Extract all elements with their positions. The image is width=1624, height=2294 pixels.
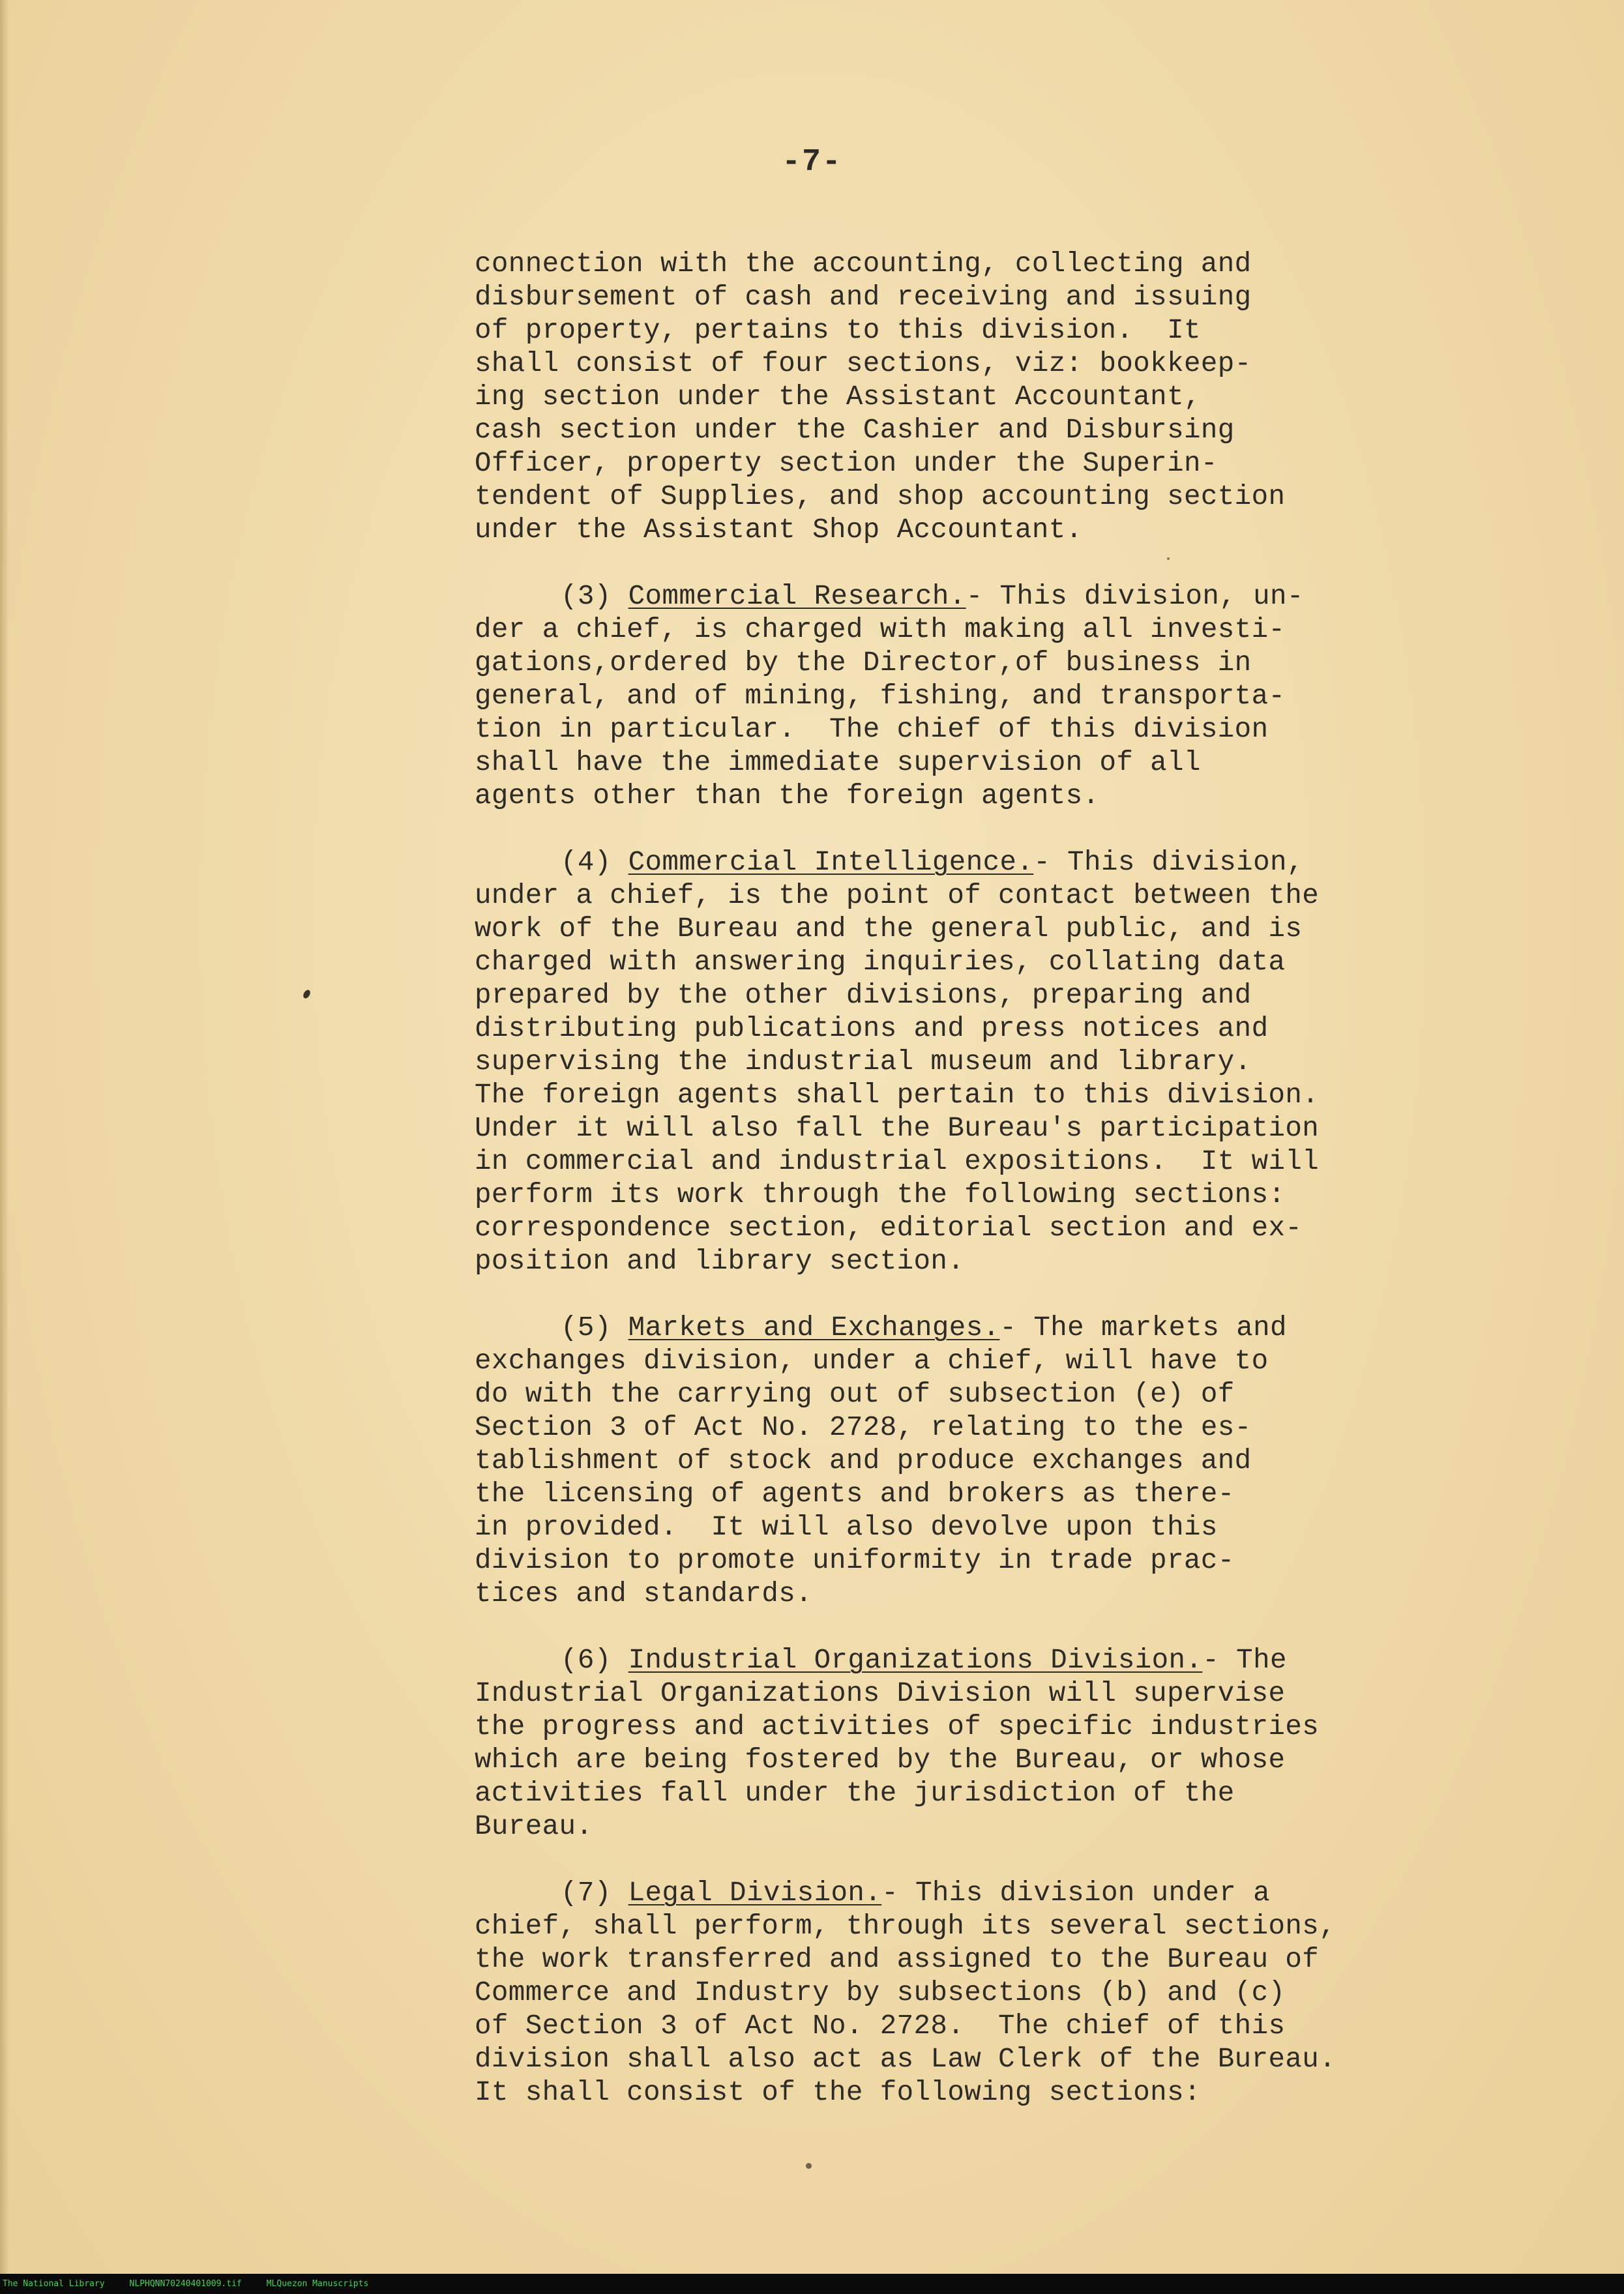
- text-line: tendent of Supplies, and shop accounting section: [475, 481, 1286, 512]
- text-line: gations,ordered by the Director,of business in: [475, 647, 1252, 679]
- ink-speck: [1167, 557, 1170, 560]
- section-heading: Legal Division.: [628, 1877, 882, 1909]
- paragraph-first-line: [475, 1312, 1322, 1345]
- text-line: - The markets and: [999, 1312, 1287, 1344]
- section-heading: Commercial Intelligence.: [628, 847, 1034, 878]
- paragraph-first-line: [475, 1877, 1322, 1910]
- ink-speck: [302, 989, 312, 1000]
- text-line: which are being fostered by the Bureau, or whose: [475, 1744, 1286, 1776]
- text-line: agents other than the foreign agents.: [475, 780, 1100, 812]
- text-line: activities fall under the jurisdiction of the: [475, 1778, 1235, 1809]
- text-line: cash section under the Cashier and Disbursing: [475, 415, 1235, 446]
- text-line: tion in particular. The chief of this division: [475, 714, 1269, 745]
- paragraph-first-line: [475, 1644, 1322, 1677]
- document-body: [475, 248, 1336, 2143]
- text-line: do with the carrying out of subsection (e) of: [475, 1379, 1235, 1410]
- text-line: supervising the industrial museum and library.: [475, 1046, 1252, 1078]
- paragraph-commercial-intelligence: [475, 846, 1322, 1278]
- paragraph-industrial-organizations: [475, 1644, 1322, 1844]
- text-line: the work transferred and assigned to the Bureau of: [475, 1944, 1320, 1975]
- text-line: under the Assistant Shop Accountant.: [475, 514, 1083, 546]
- text-line: correspondence section, editorial section and ex-: [475, 1213, 1303, 1244]
- text-line: der a chief, is charged with making all investi-: [475, 614, 1286, 645]
- text-line: prepared by the other divisions, preparing and: [475, 980, 1252, 1011]
- text-line: in provided. It will also devolve upon this: [475, 1512, 1218, 1543]
- paragraph-first-line: [475, 580, 1322, 613]
- text-line: shall have the immediate supervision of all: [475, 747, 1201, 778]
- section-number: (6): [561, 1645, 612, 1676]
- text-line: disbursement of cash and receiving and issuing: [475, 282, 1252, 313]
- text-line: division to promote uniformity in trade prac-: [475, 1545, 1235, 1576]
- paragraph-first-line: [475, 846, 1322, 879]
- footer-collection: MLQuezon Manuscripts: [266, 2279, 369, 2289]
- section-heading: Industrial Organizations Division.: [628, 1645, 1203, 1676]
- text-line: position and library section.: [475, 1246, 965, 1277]
- text-line: It shall consist of the following sections:: [475, 2077, 1201, 2108]
- text-line: - This division under a: [881, 1877, 1270, 1909]
- section-heading: Markets and Exchanges.: [628, 1312, 1000, 1344]
- section-number: (4): [561, 847, 612, 878]
- text-line: of property, pertains to this division. It: [475, 315, 1201, 346]
- text-line: Bureau.: [475, 1811, 593, 1842]
- text-line: Officer, property section under the Superin-: [475, 448, 1218, 479]
- text-line: shall consist of four sections, viz: bookkeep-: [475, 348, 1252, 379]
- page-number: -7-: [782, 145, 842, 180]
- text-line: charged with answering inquiries, collating data: [475, 947, 1286, 978]
- page-edge-shadow: [0, 0, 9, 2274]
- text-line: of Section 3 of Act No. 2728. The chief of this: [475, 2010, 1286, 2042]
- text-line: general, and of mining, fishing, and transporta-: [475, 681, 1286, 712]
- text-line: ing section under the Assistant Accountant,: [475, 381, 1201, 413]
- section-number: (3): [561, 581, 612, 612]
- text-line: under a chief, is the point of contact between the: [475, 880, 1320, 911]
- text-line: tices and standards.: [475, 1578, 813, 1610]
- paragraph-markets-exchanges: [475, 1312, 1322, 1611]
- text-line: - This division,: [1033, 847, 1304, 878]
- text-line: Industrial Organizations Division will supervise: [475, 1678, 1286, 1709]
- text-line: Commerce and Industry by subsections (b) and (c): [475, 1977, 1286, 2008]
- section-heading: Commercial Research.: [628, 581, 966, 612]
- text-line: - The: [1202, 1645, 1287, 1676]
- section-number: (5): [561, 1312, 612, 1344]
- text-line: - This division, un-: [966, 581, 1304, 612]
- text-line: tablishment of stock and produce exchanges and: [475, 1445, 1252, 1477]
- ink-speck: [806, 2163, 812, 2169]
- text-line: perform its work through the following sections:: [475, 1179, 1286, 1211]
- section-number: (7): [561, 1877, 612, 1909]
- paragraph-continuation: [475, 248, 1322, 547]
- scan-metadata-bar: [0, 2274, 1624, 2294]
- text-line: The foreign agents shall pertain to this division.: [475, 1080, 1320, 1111]
- text-line: work of the Bureau and the general public, and is: [475, 913, 1303, 945]
- text-line: Under it will also fall the Bureau's participation: [475, 1113, 1320, 1144]
- paragraph-commercial-research: [475, 580, 1322, 813]
- text-line: in commercial and industrial expositions. It will: [475, 1146, 1320, 1177]
- text-line: exchanges division, under a chief, will have to: [475, 1346, 1269, 1377]
- text-line: distributing publications and press notices and: [475, 1013, 1269, 1044]
- text-line: connection with the accounting, collecting and: [475, 248, 1252, 280]
- text-line: the licensing of agents and brokers as there-: [475, 1478, 1235, 1510]
- text-line: chief, shall perform, through its several sections,: [475, 1911, 1336, 1942]
- text-line: the progress and activities of specific industries: [475, 1711, 1320, 1743]
- text-line: division shall also act as Law Clerk of the Bureau.: [475, 2044, 1336, 2075]
- text-line: Section 3 of Act No. 2728, relating to the es-: [475, 1412, 1252, 1443]
- paragraph-legal-division: [475, 1877, 1336, 2110]
- footer-filename: NLPHQNN70240401009.tif: [129, 2279, 242, 2289]
- footer-library: The National Library: [3, 2279, 105, 2289]
